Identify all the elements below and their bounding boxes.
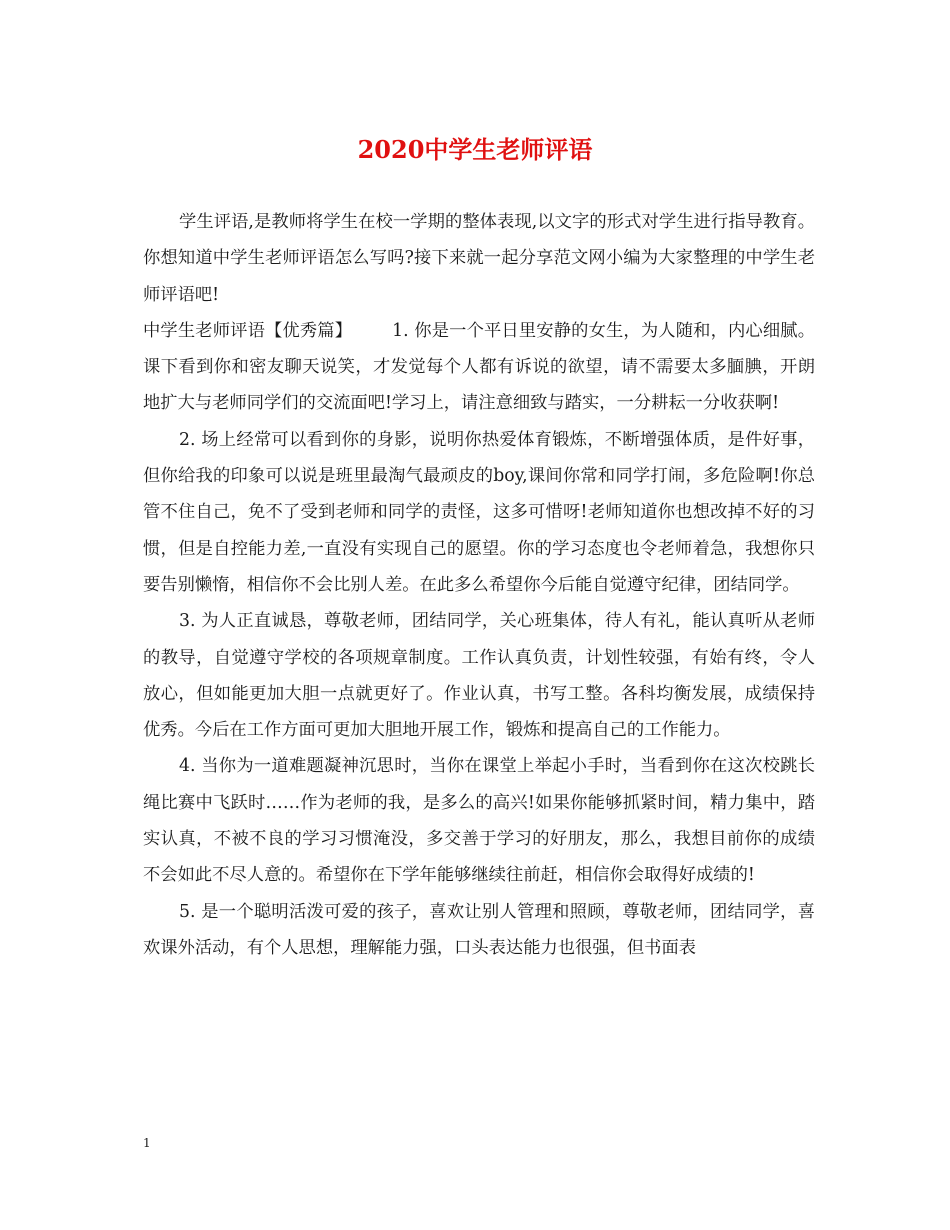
section-heading: 中学生老师评语【优秀篇】 [143,320,353,341]
comment-item-1: 1. 你是一个平日里安静的女生，为人随和，内心细腻。课下看到你和密友聊天说笑，才发觉每个人都有诉说的欲望，请不需要太多腼腆，开朗地扩大与老师同学们的交流面吧!学习上，请注意细致与踏实，一分耕耘一分收获啊! [143,320,815,414]
document-body [143,204,815,966]
section-paragraph [143,313,815,422]
document-title: 2020中学生老师评语 [357,135,593,164]
comment-item-4: 4. 当你为一道难题凝神沉思时，当你在课堂上举起小手时，当看到你在这次校跳长绳比赛中飞跃时……作为老师的我，是多么的高兴!如果你能够抓紧时间，精力集中，踏实认真，不被不良的学习习惯淹没，多交善于学习的好朋友，那么，我想目前你的成绩不会如此不尽人意的。希望你在下学年能够继续往前赶，相信你会取得好成绩的! [143,756,815,886]
comment-item-3: 3. 为人正直诚恳，尊敬老师，团结同学，关心班集体，待人有礼，能认真听从老师的教导，自觉遵守学校的各项规章制度。工作认真负责，计划性较强，有始有终，令人放心，但如能更加大胆一点就更好了。作业认真，书写工整。各科均衡发展，成绩保持优秀。今后在工作方面可更加大胆地开展工作，锻炼和提高自己的工作能力。 [143,611,815,741]
comment-item-5: 5. 是一个聪明活泼可爱的孩子，喜欢让别人管理和照顾，尊敬老师，团结同学，喜欢课外活动，有个人思想，理解能力强，口头表达能力也很强，但书面表 [143,901,815,958]
comment-item-2: 2. 场上经常可以看到你的身影，说明你热爱体育锻炼，不断增强体质，是件好事，但你给我的印象可以说是班里最淘气最顽皮的boy,课间你常和同学打闹，多危险啊!你总管不住自己，免不了受到老师和同学的责怪，这多可惜呀!老师知道你也想改掉不好的习惯，但是自控能力差,一直没有实现自己的愿望。你的学习态度也令老师着急，我想你只要告别懒惰，相信你不会比别人差。在此多么希望你今后能自觉遵守纪律，团结同学。 [143,429,815,595]
page-number: 1 [143,1136,151,1150]
intro-paragraph: 学生评语,是教师将学生在校一学期的整体表现,以文字的形式对学生进行指导教育。你想知道中学生老师评语怎么写吗?接下来就一起分享范文网小编为大家整理的中学生老师评语吧! [143,212,815,305]
